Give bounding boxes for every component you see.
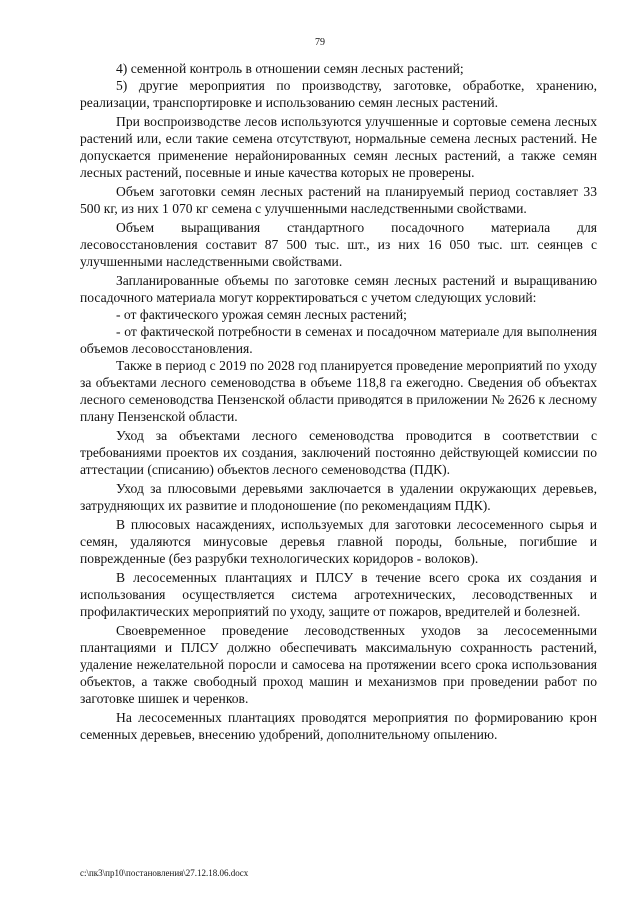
footer-file-path: c:\пк3\пр10\постановления\27.12.18.06.docx xyxy=(80,868,249,878)
paragraph-condition-harvest: - от фактического урожая семян лесных растений; xyxy=(116,307,407,322)
paragraph-seed-volume: Объем заготовки семян лесных растений на планируемый период составляет 33 500 кг, из них 1 070 кг семена с улучшенными наследственными свойствами. xyxy=(80,184,597,216)
paragraph-plantations: В лесосеменных плантациях и ПЛСУ в течение всего срока их создания и использования осуществляется система агротехнических, лесоводственных и профилактических мероприятий по уходу, защите от пожаров, вредителей и болезней. xyxy=(80,570,597,619)
paragraph-planned-volumes: Запланированные объемы по заготовке семян лесных растений и выращиванию посадочного материала могут корректироваться с учетом следующих условий: xyxy=(80,273,597,305)
paragraph-item-5: 5) другие мероприятия по производству, заготовке, обработке, хранению, реализации, транспортировке и использованию семян лесных растений. xyxy=(80,78,597,110)
paragraph-condition-need: - от фактической потребности в семенах и посадочном материале для выполнения объемов лесовосстановления. xyxy=(80,324,597,356)
paragraph-care-requirements: Уход за объектами лесного семеноводства проводится в соответствии с требованиями проектов их создания, заключений постоянно действующей комиссии по аттестации (списанию) объектов лесного семеноводства (ПДК). xyxy=(80,428,597,477)
paragraph-plus-stands: В плюсовых насаждениях, используемых для заготовки лесосеменного сырья и семян, удаляются минусовые деревья главной породы, больные, погибшие и поврежденные (без разрубки технологических коридоров - волоков). xyxy=(80,517,597,566)
paragraph-plus-trees: Уход за плюсовыми деревьями заключается в удалении окружающих деревьев, затрудняющих их развитие и плодоношение (по рекомендациям ПДК). xyxy=(80,481,597,513)
paragraph-timely-care: Своевременное проведение лесоводственных уходов за лесосеменными плантациями и ПЛСУ должно обеспечивать максимальную сохранность растений, удаление нежелательной поросли и самосева на протяжении всего срока использования объектов, а также свободный проход машин и механизмов при проведении работ по заготовке шишек и черенков. xyxy=(80,623,597,706)
paragraph-item-4: 4) семенной контроль в отношении семян лесных растений; xyxy=(116,61,464,76)
paragraph-planting-volume: Объем выращивания стандартного посадочного материала для лесовосстановления составит 87 500 тыс. шт., из них 16 050 тыс. шт. сеянцев с улучшенными наследственными свойствами. xyxy=(80,220,597,269)
document-body xyxy=(80,60,597,743)
page-number: 79 xyxy=(315,37,325,48)
paragraph-reproduction: При воспроизводстве лесов используются улучшенные и сортовые семена лесных растений или, если такие семена отсутствуют, нормальные семена лесных растений. Не допускается применение нерайонированных семян лесных растений, а также семян лесных растений, посевные и иные качества которых не проверены. xyxy=(80,114,597,180)
paragraph-care-period: Также в период с 2019 по 2028 год планируется проведение мероприятий по уходу за объектами лесного семеноводства в объеме 118,8 га ежегодно. Сведения об объектах лесного семеноводства Пензенской области приводятся в приложении № 2626 к лесному плану Пензенской области. xyxy=(80,358,597,424)
paragraph-crown-forming: На лесосеменных плантациях проводятся мероприятия по формированию крон семенных деревьев, внесению удобрений, дополнительному опылению. xyxy=(80,710,597,742)
